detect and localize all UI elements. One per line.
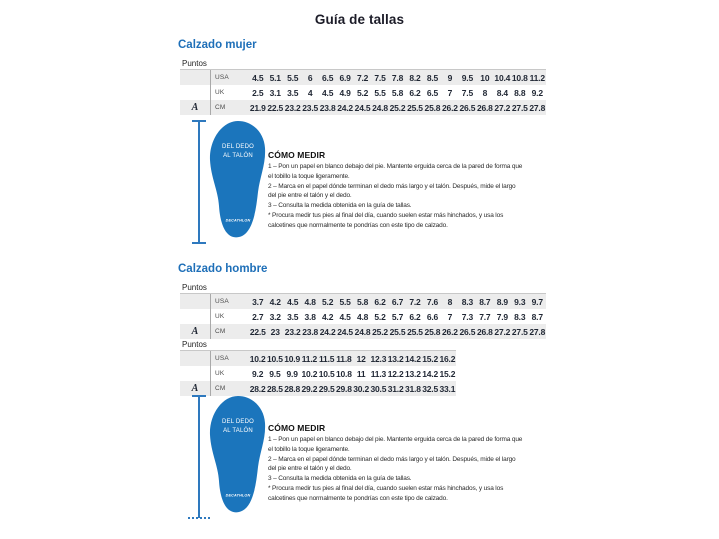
row-corner-label — [180, 366, 210, 381]
row-corner-label — [180, 70, 210, 85]
size-value-cell: 5.8 — [391, 87, 404, 98]
size-value-cell: 9.3 — [514, 296, 526, 307]
size-value-cell: 27.2 — [494, 326, 511, 337]
size-value-cell: 23.2 — [284, 102, 301, 113]
size-value-cell: 3.1 — [269, 87, 281, 98]
size-value-cell: 10.2 — [301, 368, 318, 379]
size-value-cell: 24.8 — [372, 102, 388, 113]
foot-measure-diagram-women — [192, 120, 274, 244]
size-table-row-uk — [180, 366, 456, 381]
size-value-cell: 8.3 — [514, 311, 526, 322]
measure-line-top-cap — [192, 120, 206, 122]
size-value-cell: 9.7 — [531, 296, 543, 307]
how-to-note: * Procura medir tus pies al final del día, cuando suelen estar más hinchados, y usa los calcetines que normalmente te pondrías con este tipo de calzado. — [268, 211, 504, 229]
size-value-cell: 29.8 — [336, 383, 352, 394]
size-value-cell: 10 — [480, 72, 490, 83]
how-to-step-3: 3 – Consulta la medida obtenida en la guía de tallas. — [268, 475, 412, 482]
size-value-cell: 25.5 — [407, 102, 423, 113]
size-value-cell: 26.5 — [459, 326, 476, 337]
size-value-cell: 25.2 — [389, 102, 406, 113]
foot-measure-label-line2: AL TALÓN — [223, 428, 253, 435]
size-value-cell: 24.2 — [337, 102, 353, 113]
size-value-cell: 26.8 — [476, 326, 493, 337]
row-corner-label — [180, 85, 210, 100]
size-value-cell: 10.2 — [249, 353, 266, 364]
row-unit-label: UK — [210, 309, 249, 324]
brand-wordmark: DECATHLON — [225, 219, 251, 223]
size-value-cell: 8.9 — [496, 296, 508, 307]
size-value-cell: 6.2 — [374, 296, 386, 307]
row-corner-label: A — [191, 383, 199, 394]
measure-line-bar — [198, 396, 200, 518]
size-table-row-usa — [180, 70, 546, 85]
section-heading-men: Calzado hombre — [178, 263, 268, 275]
page-title: Guía de tallas — [314, 12, 405, 27]
size-value-cell: 30.2 — [353, 383, 369, 394]
size-value-cell: 26.8 — [476, 102, 493, 113]
size-value-cell: 31.8 — [405, 383, 421, 394]
size-value-cell: 7.6 — [426, 296, 439, 307]
size-value-cell: 5.2 — [322, 296, 334, 307]
size-value-cell: 4.8 — [304, 296, 316, 307]
size-value-cell: 7.9 — [496, 311, 508, 322]
size-value-cell: 27.8 — [529, 102, 546, 113]
how-to-step-1: 1 – Pon un papel en blanco debajo del pie. Mantente erguida cerca de la pared de forma que el tobillo la toque ligeramente. — [268, 436, 523, 453]
size-value-cell: 4.8 — [356, 311, 369, 322]
how-to-heading: CÓMO MEDIR — [268, 423, 326, 433]
foot-measure-label-line1: DEL DEDO — [221, 144, 255, 150]
row-corner-label — [180, 294, 210, 309]
size-value-cell: 9.2 — [531, 87, 543, 98]
size-value-cell: 7.2 — [409, 296, 421, 307]
measure-line — [192, 120, 206, 244]
size-value-cell: 22.5 — [249, 326, 266, 337]
how-to-step-1: 1 – Pon un papel en blanco debajo del pie. Mantente erguida cerca de la pared de forma que el tobillo la toque ligeramente. — [268, 163, 523, 180]
size-value-cell: 8.7 — [531, 311, 543, 322]
size-value-cell: 9 — [447, 72, 453, 83]
size-value-cell: 24.2 — [319, 326, 336, 337]
points-label-men-1: Puntos — [182, 283, 207, 292]
size-value-cell: 27.5 — [511, 326, 528, 337]
size-value-cell: 4.9 — [339, 87, 351, 98]
size-value-cell: 25.8 — [424, 102, 441, 113]
size-value-cell: 30.5 — [370, 383, 387, 394]
size-value-cell: 5.5 — [339, 296, 351, 307]
size-value-cell: 7.5 — [461, 87, 473, 98]
size-value-cell: 12.3 — [370, 353, 387, 364]
size-value-cell: 28.2 — [249, 383, 266, 394]
size-table-men-large — [180, 350, 456, 396]
size-value-cell: 6.2 — [409, 311, 421, 322]
size-value-cell: 8.7 — [479, 296, 491, 307]
row-unit-label: CM — [210, 100, 249, 115]
size-value-cell: 7 — [447, 311, 453, 322]
size-value-cell: 6.5 — [426, 87, 439, 98]
size-table-row-cm — [180, 100, 546, 115]
size-value-cell: 9.5 — [269, 368, 281, 379]
size-value-cell: 23 — [270, 326, 280, 337]
foot-measure-label — [207, 143, 269, 162]
section-heading-women: Calzado mujer — [178, 39, 257, 51]
size-value-cell: 5.5 — [374, 87, 386, 98]
size-value-cell: 29.2 — [301, 383, 318, 394]
size-value-cell: 27.2 — [494, 102, 511, 113]
row-corner-label: A — [191, 326, 199, 337]
size-value-cell: 8 — [482, 87, 488, 98]
size-value-cell: 4.5 — [322, 87, 334, 98]
row-corner-label — [180, 351, 210, 366]
size-table-row-cm — [180, 381, 456, 396]
size-table-row-cm — [180, 324, 546, 339]
size-value-cell: 25.2 — [372, 326, 388, 337]
size-value-cell: 8.8 — [514, 87, 526, 98]
row-corner-label: A — [191, 102, 199, 113]
size-value-cell: 27.8 — [529, 326, 546, 337]
size-value-cell: 23.8 — [319, 102, 336, 113]
footprint-icon — [207, 395, 269, 519]
size-value-cell: 10.8 — [511, 72, 528, 83]
size-value-cell: 13.2 — [387, 353, 404, 364]
size-value-cell: 5.8 — [356, 296, 369, 307]
size-table-row-usa — [180, 294, 546, 309]
size-value-cell: 6.9 — [339, 72, 351, 83]
row-unit-label: USA — [210, 70, 249, 85]
size-value-cell: 32.5 — [422, 383, 438, 394]
size-value-cell: 5.2 — [356, 87, 369, 98]
size-value-cell: 11.8 — [336, 353, 352, 364]
size-value-cell: 13.2 — [405, 368, 421, 379]
size-value-cell: 25.5 — [407, 326, 423, 337]
size-value-cell: 6.2 — [409, 87, 421, 98]
size-value-cell: 10.5 — [267, 353, 283, 364]
measure-line-bar — [198, 121, 200, 243]
size-value-cell: 14.2 — [422, 368, 438, 379]
row-corner-label — [180, 309, 210, 324]
size-value-cell: 10.8 — [336, 368, 352, 379]
row-unit-label: USA — [210, 351, 249, 366]
how-to-measure-men — [268, 423, 524, 503]
foot-measure-diagram-men — [192, 395, 274, 519]
size-value-cell: 23.8 — [302, 326, 319, 337]
size-value-cell: 7.5 — [374, 72, 386, 83]
size-value-cell: 9.9 — [286, 368, 298, 379]
foot-measure-label-line1: DEL DEDO — [221, 419, 255, 425]
foot-measure-label-line2: AL TALÓN — [223, 153, 253, 160]
size-value-cell: 7.3 — [461, 311, 473, 322]
size-value-cell: 16.2 — [439, 353, 456, 364]
size-value-cell: 25.8 — [424, 326, 441, 337]
size-value-cell: 26.2 — [442, 326, 458, 337]
size-value-cell: 3.5 — [287, 311, 299, 322]
size-value-cell: 7.7 — [479, 311, 491, 322]
how-to-step-2: 2 – Marca en el papel dónde terminan el dedo más largo y el talón. Después, mide el largo del pie entre el talón y el dedo. — [268, 182, 516, 200]
size-value-cell: 29.5 — [318, 383, 335, 394]
size-value-cell: 27.5 — [511, 102, 528, 113]
size-value-cell: 8.3 — [461, 296, 473, 307]
size-value-cell: 21.9 — [249, 102, 266, 113]
size-value-cell: 11.5 — [318, 353, 335, 364]
how-to-step-2: 2 – Marca en el papel dónde terminan el dedo más largo y el talón. Después, mide el largo del pie entre el talón y el dedo. — [268, 455, 516, 473]
measure-line — [192, 395, 206, 519]
size-table-row-uk — [180, 309, 546, 324]
size-value-cell: 28.5 — [267, 383, 283, 394]
size-value-cell: 11.2 — [529, 72, 545, 83]
size-value-cell: 4.2 — [322, 311, 334, 322]
how-to-step-3: 3 – Consulta la medida obtenida en la guía de tallas. — [268, 202, 412, 209]
size-table-men-small — [180, 293, 546, 339]
row-unit-label: UK — [210, 366, 249, 381]
foot-measure-label — [207, 418, 269, 437]
size-value-cell: 7.8 — [391, 72, 404, 83]
size-value-cell: 3.5 — [287, 87, 299, 98]
size-value-cell: 4.5 — [339, 311, 351, 322]
row-unit-label: UK — [210, 85, 249, 100]
how-to-measure-women — [268, 150, 524, 230]
footprint-icon — [207, 120, 269, 244]
size-value-cell: 11.2 — [301, 353, 318, 364]
size-value-cell: 3.8 — [304, 311, 316, 322]
size-value-cell: 25.5 — [389, 326, 406, 337]
size-value-cell: 24.5 — [337, 326, 353, 337]
size-value-cell: 15.2 — [422, 353, 438, 364]
row-unit-label: CM — [210, 324, 249, 339]
row-unit-label: CM — [210, 381, 249, 396]
size-value-cell: 11 — [356, 368, 366, 379]
size-value-cell: 10.4 — [494, 72, 511, 83]
measure-line-top-cap — [192, 395, 206, 397]
size-value-cell: 6.6 — [426, 311, 439, 322]
size-value-cell: 26.5 — [459, 102, 476, 113]
size-value-cell: 14.2 — [405, 353, 421, 364]
size-value-cell: 28.8 — [284, 383, 300, 394]
brand-wordmark: DECATHLON — [225, 494, 251, 498]
size-table-row-uk — [180, 85, 546, 100]
size-value-cell: 5.7 — [391, 311, 404, 322]
points-label-men-2: Puntos — [182, 340, 207, 349]
size-value-cell: 5.5 — [287, 72, 299, 83]
size-value-cell: 23.5 — [302, 102, 319, 113]
size-value-cell: 12.2 — [387, 368, 404, 379]
size-value-cell: 6.7 — [391, 296, 404, 307]
size-value-cell: 22.5 — [267, 102, 284, 113]
size-table-women — [180, 69, 546, 115]
size-value-cell: 8 — [447, 296, 453, 307]
size-value-cell: 5.1 — [269, 72, 281, 83]
row-unit-label: USA — [210, 294, 249, 309]
size-value-cell: 2.7 — [252, 311, 264, 322]
size-value-cell: 2.5 — [252, 87, 264, 98]
size-value-cell: 7.2 — [356, 72, 369, 83]
size-value-cell: 6 — [307, 72, 313, 83]
size-value-cell: 10.5 — [318, 368, 335, 379]
size-value-cell: 4.5 — [287, 296, 299, 307]
points-label-women: Puntos — [182, 59, 207, 68]
size-value-cell: 8.2 — [409, 72, 421, 83]
size-value-cell: 9.2 — [252, 368, 264, 379]
size-value-cell: 33.1 — [439, 383, 456, 394]
size-value-cell: 4.5 — [252, 72, 264, 83]
size-value-cell: 8.4 — [496, 87, 508, 98]
size-value-cell: 6.5 — [322, 72, 334, 83]
size-value-cell: 12 — [356, 353, 366, 364]
size-value-cell: 3.2 — [269, 311, 281, 322]
how-to-note: * Procura medir tus pies al final del día, cuando suelen estar más hinchados, y usa los calcetines que normalmente te pondrías con este tipo de calzado. — [268, 484, 504, 502]
size-value-cell: 31.2 — [387, 383, 404, 394]
size-table-row-usa — [180, 351, 456, 366]
size-value-cell: 15.2 — [439, 368, 456, 379]
size-value-cell: 4.2 — [269, 296, 281, 307]
size-value-cell: 9.5 — [461, 72, 473, 83]
size-value-cell: 8.5 — [426, 72, 439, 83]
size-value-cell: 7 — [447, 87, 453, 98]
size-value-cell: 11.3 — [370, 368, 387, 379]
size-value-cell: 3.7 — [252, 296, 264, 307]
size-value-cell: 23.2 — [284, 326, 301, 337]
measure-line-bottom-cap — [192, 242, 206, 244]
size-value-cell: 4 — [307, 87, 313, 98]
size-value-cell: 24.5 — [354, 102, 371, 113]
size-value-cell: 24.8 — [354, 326, 371, 337]
size-value-cell: 5.2 — [374, 311, 386, 322]
size-value-cell: 10.9 — [284, 353, 300, 364]
how-to-heading: CÓMO MEDIR — [268, 150, 326, 160]
size-value-cell: 26.2 — [442, 102, 458, 113]
